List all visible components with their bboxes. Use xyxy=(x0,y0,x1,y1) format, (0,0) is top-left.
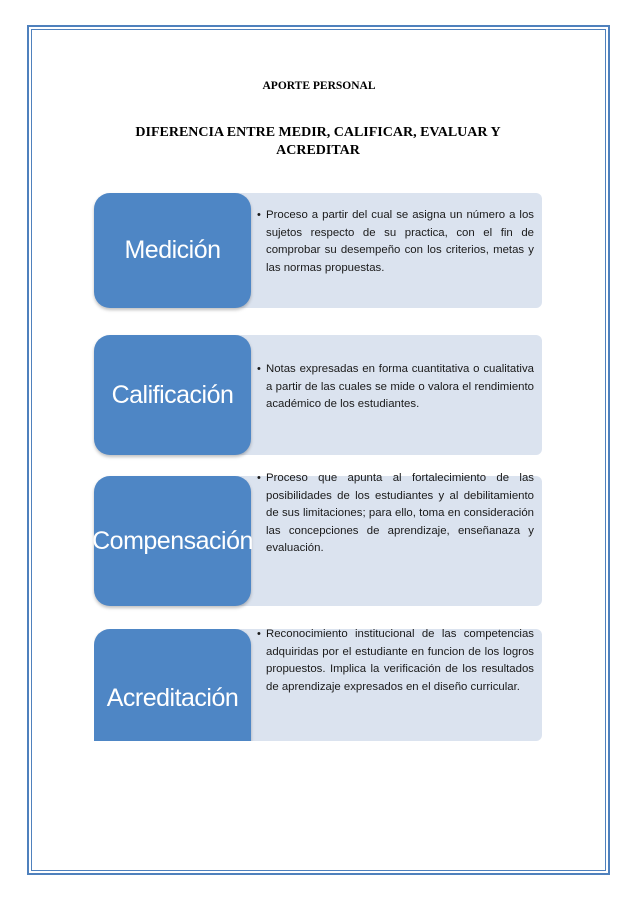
term-label: Calificación xyxy=(111,380,234,409)
diagram-row-compensacion xyxy=(92,472,548,606)
title-line-1: DIFERENCIA ENTRE MEDIR, CALIFICAR, EVALUAR Y xyxy=(135,125,501,140)
diagram-row-medicion xyxy=(94,193,548,308)
diagram-row-acreditacion xyxy=(94,629,548,741)
description-text: • Notas expresadas en forma cuantitativa o cualitativa a partir de las cuales se mide o valora el rendimiento académico de los estudiantes. xyxy=(257,363,534,410)
bullet-icon: • xyxy=(257,629,261,640)
bullet-icon: • xyxy=(257,363,261,375)
description-text: • Proceso que apunta al fortalecimiento de las posibilidades de los estudiantes y al debilitamiento de sus limitaciones; para ello, toma en consideración las concepciones de aprendizaje, enseñanaza y evaluación. xyxy=(257,472,534,554)
term-box xyxy=(94,193,251,308)
term-box xyxy=(94,476,251,606)
term-label: Medición xyxy=(124,236,221,264)
diagram-row-calificacion xyxy=(94,335,548,455)
term-box xyxy=(94,335,251,455)
term-label: Acreditación xyxy=(106,683,239,712)
term-box xyxy=(94,629,251,741)
comparison-diagram xyxy=(94,193,548,749)
description-text: • Proceso a partir del cual se asigna un número a los sujetos respecto de su practica, con el fin de comprobar su desempeño con los criterios, metas y las normas propuestas. xyxy=(257,209,534,274)
page-header: APORTE PERSONAL xyxy=(262,80,376,92)
bullet-icon: • xyxy=(257,472,261,484)
description-text: • Reconocimiento institucional de las competencias adquiridas por el estudiante en funcion de los logros propuestos. Implica la verificación de los resultados de aprendizaje expresados en el diseño curricular. xyxy=(266,629,534,696)
term-label: Compensación xyxy=(92,526,253,555)
page-title xyxy=(108,124,528,160)
title-line-2: ACREDITAR xyxy=(276,143,360,158)
bullet-icon: • xyxy=(257,209,261,221)
